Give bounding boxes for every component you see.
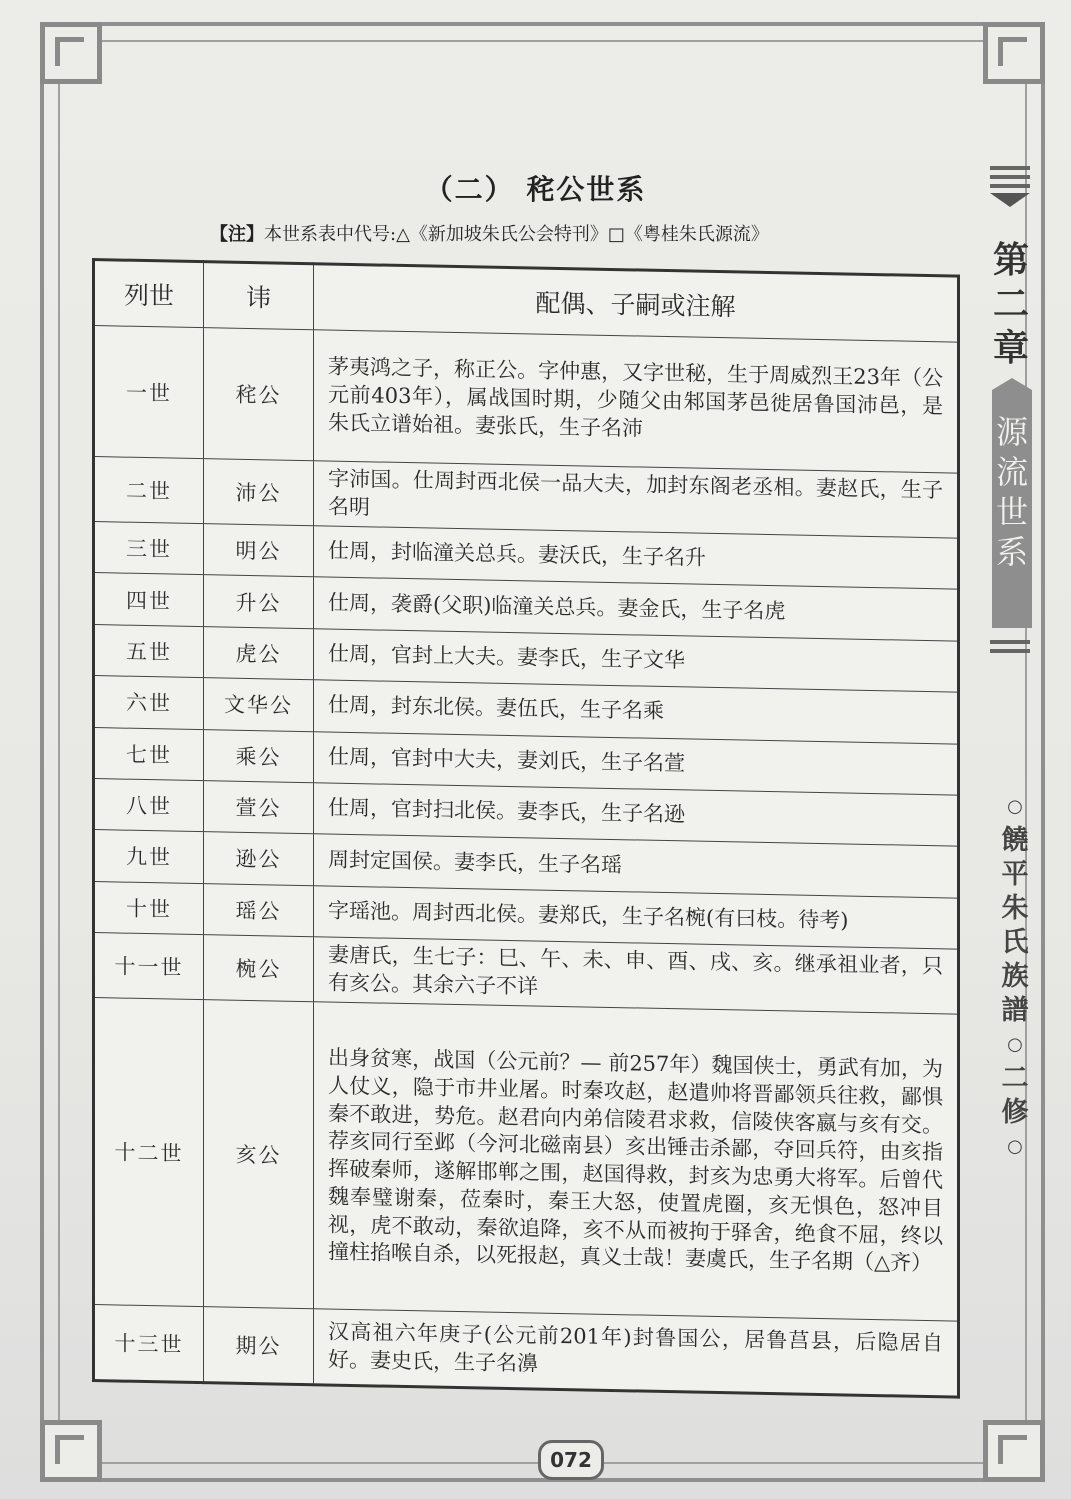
generation-cell: 四世	[94, 573, 204, 627]
edition-label: 二修	[1001, 1063, 1029, 1128]
section-label: 源流世系	[992, 390, 1032, 628]
ring-mark: ○	[1007, 796, 1023, 817]
corner-ornament-icon	[983, 22, 1045, 84]
generation-cell: 十世	[94, 881, 204, 935]
name-cell: 秺公	[204, 328, 314, 461]
ring-mark: ○	[1007, 1034, 1023, 1055]
note-cell: 仕周，袭爵(父职)临潼关总兵。妻金氏，生子名虎	[314, 577, 959, 641]
genealogy-table	[92, 258, 960, 1399]
generation-cell: 六世	[94, 676, 204, 730]
header-name: 讳	[204, 262, 314, 330]
generation-cell: 五世	[94, 624, 204, 678]
name-cell: 逊公	[204, 832, 314, 886]
table-note	[210, 220, 769, 246]
book-title-vertical	[1000, 790, 1030, 1164]
chevron-down-icon	[990, 193, 1030, 207]
generation-cell: 九世	[94, 830, 204, 884]
table-row	[94, 998, 959, 1322]
generation-cell: 七世	[94, 727, 204, 781]
name-cell: 虎公	[204, 626, 314, 680]
name-cell: 沛公	[204, 459, 314, 526]
note-cell: 仕周，封东北侯。妻伍氏，生子名乘	[314, 680, 959, 744]
header-generation: 列世	[94, 260, 204, 328]
table-row	[94, 1305, 959, 1397]
ring-mark: ○	[1007, 1136, 1023, 1157]
name-cell: 文华公	[204, 678, 314, 732]
page-title: （二） 秺公世系	[424, 173, 647, 206]
note-cell: 仕周，官封上大夫。妻李氏，生子文华	[314, 628, 959, 692]
name-cell: 期公	[204, 1307, 314, 1385]
book-title: 饒平朱氏族譜	[1001, 825, 1029, 1026]
generation-cell: 一世	[94, 326, 204, 459]
note-text: 本世系表中代号:△《新加坡朱氏公会特刊》□《粤桂朱氏源流》	[264, 224, 769, 245]
name-cell: 亥公	[204, 1000, 314, 1309]
note-cell: 仕周，封临潼关总兵。妻沃氏，生子名升	[314, 526, 959, 590]
note-cell: 茅夷鸿之子，称正公。字仲惠，又字世秘，生于周威烈王23年（公元前403年），属战国时期，少随父由邾国茅邑徙居鲁国沛邑，是朱氏立谱始祖。妻张氏，生子名沛	[314, 330, 959, 473]
note-cell: 出身贫寒，战国（公元前？— 前257年）魏国侠士，勇武有加，为人仗义，隐于市井业屠。时秦攻赵，赵遣帅将晋鄙领兵往救，鄙惧秦不敢进，势危。赵君向内弟信陵君求救，信陵侠客嬴与亥有交。荐亥同行至邺（今河北磁南县）亥出锤击杀鄙，夺回兵符，由亥指挥破秦师，遂解邯郸之围，赵国得救，封亥为忠勇大将军。后曾代魏奉璧谢秦，莅秦时，秦王大怒，使置虎圈，亥无惧色，怒冲目视，虎不敢动，秦欲追降，亥不从而被拘于驿舍，绝食不屈，终以撞柱掐喉自杀，以死报赵，真义士哉！妻虞氏，生子名期（△齐）	[314, 1002, 959, 1322]
name-cell: 升公	[204, 575, 314, 629]
note-cell: 汉高祖六年庚子(公元前201年)封鲁国公，居鲁莒县，后隐居自好。妻史氏，生子名濞	[314, 1309, 959, 1397]
header-notes: 配偶、子嗣或注解	[314, 264, 959, 342]
note-cell: 字瑶池。周封西北侯。妻郑氏，生子名椀(有曰枝。待考)	[314, 885, 959, 949]
note-cell: 仕周，官封扫北侯。妻李氏，生子名逊	[314, 783, 959, 847]
name-cell: 乘公	[204, 729, 314, 783]
generation-cell: 十二世	[94, 998, 204, 1307]
name-cell: 明公	[204, 524, 314, 578]
note-cell: 仕周，官封中大夫，妻刘氏，生子名萱	[314, 731, 959, 795]
generation-cell: 八世	[94, 778, 204, 832]
chapter-tab-top-ornament	[990, 166, 1030, 207]
chapter-tab-bottom-ornament	[990, 640, 1030, 658]
generation-cell: 三世	[94, 521, 204, 575]
corner-ornament-icon	[983, 1420, 1045, 1482]
note-cell: 周封定国侯。妻李氏，生子名瑶	[314, 834, 959, 898]
generation-cell: 二世	[94, 457, 204, 524]
note-cell: 妻唐氏，生七子：巳、午、未、申、酉、戌、亥。继承祖业者，只有亥公。其余六子不详	[314, 937, 959, 1014]
note-cell: 字沛国。仕周封西北侯一品大夫，加封东阁老丞相。妻赵氏，生子名明	[314, 461, 959, 538]
name-cell: 椀公	[204, 935, 314, 1002]
genealogy-table-wrapper	[92, 258, 960, 1399]
table-row	[94, 326, 959, 474]
corner-ornament-icon	[40, 22, 102, 84]
chapter-label: 第二章	[992, 239, 1029, 369]
generation-cell: 十三世	[94, 1305, 204, 1383]
generation-cell: 十一世	[94, 933, 204, 1000]
page-number: 072	[538, 1440, 604, 1480]
note-tag: 【注】	[210, 224, 264, 245]
name-cell: 萱公	[204, 781, 314, 835]
name-cell: 瑶公	[204, 883, 314, 937]
corner-ornament-icon	[40, 1420, 102, 1482]
